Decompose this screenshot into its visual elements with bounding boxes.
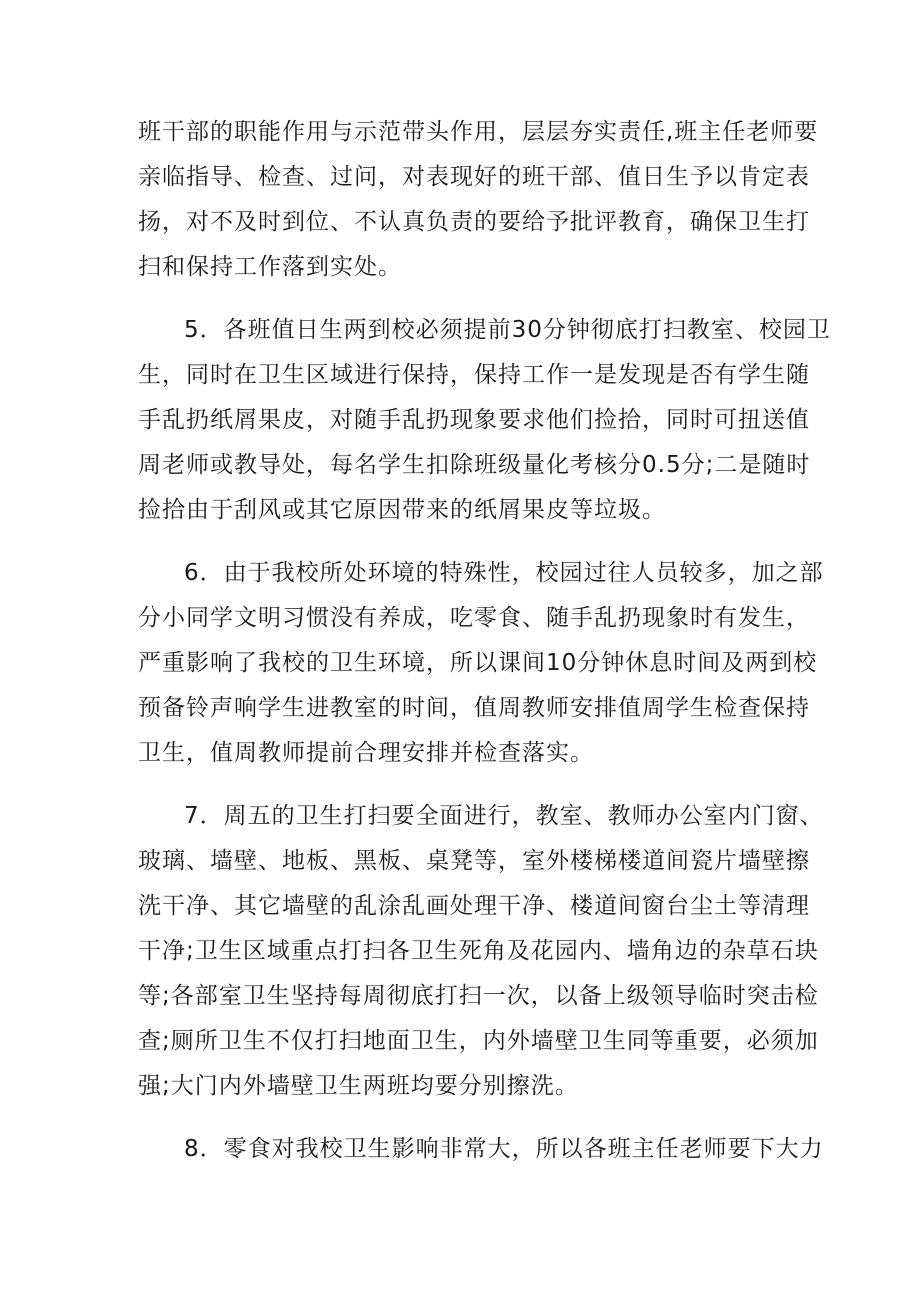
- text-line: 卫生，值周教师提前合理安排并检查落实。: [138, 740, 594, 766]
- text-line: 预备铃声响学生进教室的时间，值周教师安排值周学生检查保持: [138, 695, 810, 721]
- text-line: 干净;卫生区域重点打扫各卫生死角及花园内、墙角边的杂草石块: [138, 938, 819, 964]
- text-line: 6．由于我校所处环境的特殊性，校园过往人员较多，加之部: [184, 560, 824, 586]
- text-line: 查;厕所卫生不仅打扫地面卫生，内外墙壁卫生同等重要，必须加: [138, 1028, 819, 1054]
- text-line: 强;大门内外墙壁卫生两班均要分别擦洗。: [138, 1073, 579, 1099]
- text-line: 周老师或教导处，每名学生扣除班级量化考核分0.5分;二是随时: [138, 452, 811, 478]
- text-line: 等;各部室卫生坚持每周彻底打扫一次，以备上级领导临时突击检: [138, 983, 819, 1009]
- text-line: 5．各班值日生两到校必须提前30分钟彻底打扫教室、校园卫: [184, 317, 831, 343]
- paragraph-item-7: [138, 794, 824, 1109]
- text-line: 扬，对不及时到位、不认真负责的要给予批评教育，确保卫生打: [138, 209, 810, 235]
- text-line: 生，同时在卫生区域进行保持，保持工作一是发现是否有学生随: [138, 362, 810, 388]
- paragraph-item-6: [138, 551, 824, 776]
- text-line: 分小同学文明习惯没有养成，吃零食、随手乱扔现象时有发生，: [138, 605, 810, 631]
- text-line: 捡拾由于刮风或其它原因带来的纸屑果皮等垃圾。: [138, 497, 666, 523]
- text-line: 8．零食对我校卫生影响非常大，所以各班主任老师要下大力: [184, 1136, 824, 1162]
- paragraph-class-cadre-duties: [138, 110, 819, 290]
- text-line: 手乱扔纸屑果皮，对随手乱扔现象要求他们捡拾，同时可扭送值: [138, 407, 810, 433]
- text-line: 班干部的职能作用与示范带头作用，层层夯实责任,班主任老师要: [138, 119, 819, 145]
- text-line: 洗干净、其它墙壁的乱涂乱画处理干净、楼道间窗台尘土等清理: [138, 893, 810, 919]
- paragraph-item-5: [138, 308, 831, 533]
- text-line: 玻璃、墙壁、地板、黑板、桌凳等，室外楼梯楼道间瓷片墙壁擦: [138, 848, 810, 874]
- text-line: 扫和保持工作落到实处。: [138, 254, 402, 280]
- paragraph-item-8: [138, 1127, 824, 1172]
- text-line: 严重影响了我校的卫生环境，所以课间10分钟休息时间及两到校: [138, 650, 818, 676]
- text-line: 亲临指导、检查、过问，对表现好的班干部、值日生予以肯定表: [138, 164, 810, 190]
- text-line: 7．周五的卫生打扫要全面进行，教室、教师办公室内门窗、: [184, 803, 824, 829]
